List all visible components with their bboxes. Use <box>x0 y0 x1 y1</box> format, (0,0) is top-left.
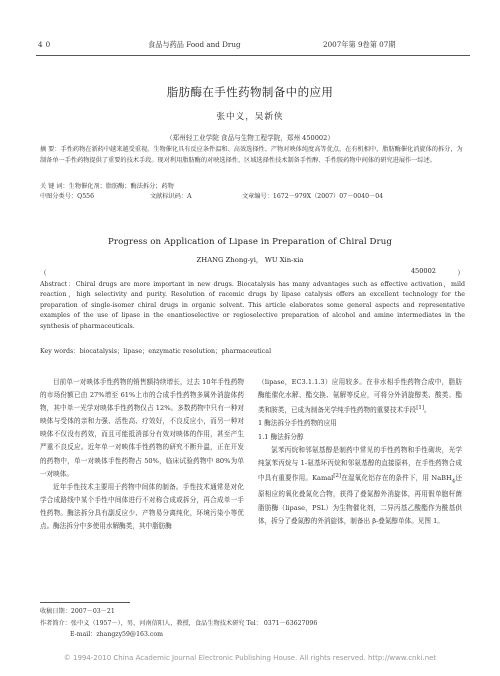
body-paragraph-continued: （lipase，EC3.1.1.3）应用较多。在非水相手性药物合成中，脂肪酶能催化水解、酯交换、氨解等反应，可将分外消旋醇类、酸类、酯类和胺类，已成为制备光学纯手性药物的重要技术手段[1]。 <box>258 378 462 415</box>
keywords-chinese: 关 键 词：生物催化剂；脂肪酶；酶法拆分；药物 <box>40 183 174 190</box>
affiliation-close-paren: ） <box>457 269 464 277</box>
body-column-right <box>258 376 462 528</box>
subsection-heading: 1.1 酶法拆分醇 <box>258 432 304 441</box>
body-text: 在湿氧化铝存在的条件下，用 NaBH <box>341 474 452 483</box>
classification-line <box>40 192 465 203</box>
article-title: 脂肪酶在手性药物制备中的应用 <box>166 85 334 99</box>
abstract-english: Abstract：Chiral drugs are more important in new drugs. Biocatalysis has many advantages such as effective activation，mild reaction，high selectivity and purity. Resolution of racemic drugs by lipase catalysis offers an excellent technology for the preparation of single-isomer chiral drugs in organic solvent. This article elaborates some general aspects and representative examples of the use of lipase in the enantioselective or regioselective preparation of alcohol and amine intermediates in the synthesis of pharmaceuticals. <box>40 281 465 330</box>
header-rule <box>36 55 470 56</box>
author-affiliation: （郑州轻工业学院 食品与生物工程学院，郑州 450002） <box>166 134 334 142</box>
body-text: 氯苯丙烷和邻氨基醇是制药中常见的手性药物和手性砌块，光学纯氯苯丙烷与 1-氨基环丙烷和邻氨基醇的直接原料，在手性药物合成中具有重要作用。Kamal <box>258 445 462 483</box>
document-code: 文献标识码：A <box>150 193 192 200</box>
article-authors: 张中义，吴新侠 <box>216 112 284 122</box>
article-id: 文章编号：1672－979X（2007）07－0040－04 <box>242 193 384 200</box>
footnote-author: 作者简介：张中义（1957－），男，河南信阳人，教授，食品生物技术研究 Tel： 0371－63627096 <box>40 620 318 627</box>
body-text: （lipase，EC3.1.1.3）应用较多。在非水相手性药物合成中，脂肪酶能催化水解、酯交换、氨解等反应，可将分外消旋醇类、酸类、酯类和胺类，已成为制备光学纯手性药物的重要技术手段 <box>258 378 462 415</box>
clc-number: 中图分类号：Q556 <box>40 193 95 200</box>
journal-name: 食品与药品 Food and Drug <box>148 40 241 49</box>
footnote-rule <box>40 602 130 603</box>
abstract-chinese: 摘 要：手性药物在新药中越来越受重视。生物催化具有反应条件温和、高效选择性、产物对映体纯度高等优点，在有机相中，脂肪酶催化消旋体的拆分，为制备单一手性药物提供了重要的技术手段。现对利用脂肪酶的对映选择性、区域选择性技术制备手性醇、手性胺药物中间体的研究进展作一综述。 <box>40 146 463 164</box>
affiliation-zip: 450002 <box>410 267 436 275</box>
page-number: 40 <box>38 40 54 49</box>
citation: [1] <box>416 405 425 412</box>
section-heading: 1 酶法拆分手性药物的应用 <box>258 419 337 428</box>
body-paragraph: 氯苯丙烷和邻氨基醇是制药中常见的手性药物和手性砌块，光学纯氯苯丙烷与 1-氨基环丙烷和邻氨基醇的直接原料，在手性药物合成中具有重要作用。Kamal[2]在湿氧化铝存在的条件下，用 NaBH$_4$还原相应的氧化叠氮化合物，获得了叠氮醇外消旋体，再用假单胞杆菌脂肪酶（lipase，PSL）为生物催化剂，二异丙基乙酸酯作为酰基供体，拆分了叠氮醇的外消旋体，制备出 β-叠氮醇单体。见图 1。 <box>258 445 462 525</box>
affiliation-open-paren: （ <box>40 269 47 277</box>
keywords-english: Key words：biocatalysis；lipase；enzymatic resolution；pharmaceutical <box>40 348 272 355</box>
citation: [2] <box>333 472 342 479</box>
article-title-english: Progress on Application of Lipase in Preparation of Chiral Drug <box>108 237 392 247</box>
body-column-left <box>40 376 244 533</box>
affiliation-english <box>40 267 464 277</box>
footnote-email: E-mail：zhangzy59@163.com <box>70 631 163 638</box>
article-authors-english: ZHANG Zhong-yi， WU Xin-xia <box>196 256 304 264</box>
body-paragraph: 近年手性技术主要用于药物中间体的制备。手性技术通常是对化学合成路线中某个手性中间体进行不对称合成或拆分，再合成单一手性药物。酶法拆分具有副反应少、产物易分离纯化，环境污染小等优点。酶法拆分中多使用水解酶类，其中脂肪酶 <box>40 482 244 531</box>
footnote-received: 收稿日期：2007－03－21 <box>40 608 115 615</box>
body-text: 还原相应的氧化叠氮化合物，获得了叠氮醇外消旋体，再用假单胞杆菌脂肪酶（lipase，PSL）为生物催化剂，二异丙基乙酸酯作为酰基供体，拆分了叠氮醇的外消旋体，制备出 β-叠氮醇单体。见图 1。 <box>258 474 462 525</box>
issue-info: 2007年第 9卷第 07期 <box>323 40 396 49</box>
copyright-footer: © 1994-2010 China Academic Journal Electronic Publishing House. All rights reserved. http://www.cnki.net <box>63 654 437 662</box>
body-paragraph: 目前单一对映体手性药物的销售额持续增长，过去 10年手性药物的市场份额已由 27%增至 61%上市的合成手性药物多属外消旋体药物，其中单一光学对映体手性药物仅占 12%。多数药物中只有一种对映体与受体的亲和力强、活性高、疗效好，不良反应小，而另一种对映体不仅没有药效，而且可能抵消部分有效对映体的作用，甚至产生严重不良反应。近年单一对映体手性药物的研究不断升温，正在开发的药物中，单一对映体手性药物占 50%，临床试验药物中 80%为单一对映体。 <box>40 378 244 478</box>
running-header <box>38 40 470 54</box>
